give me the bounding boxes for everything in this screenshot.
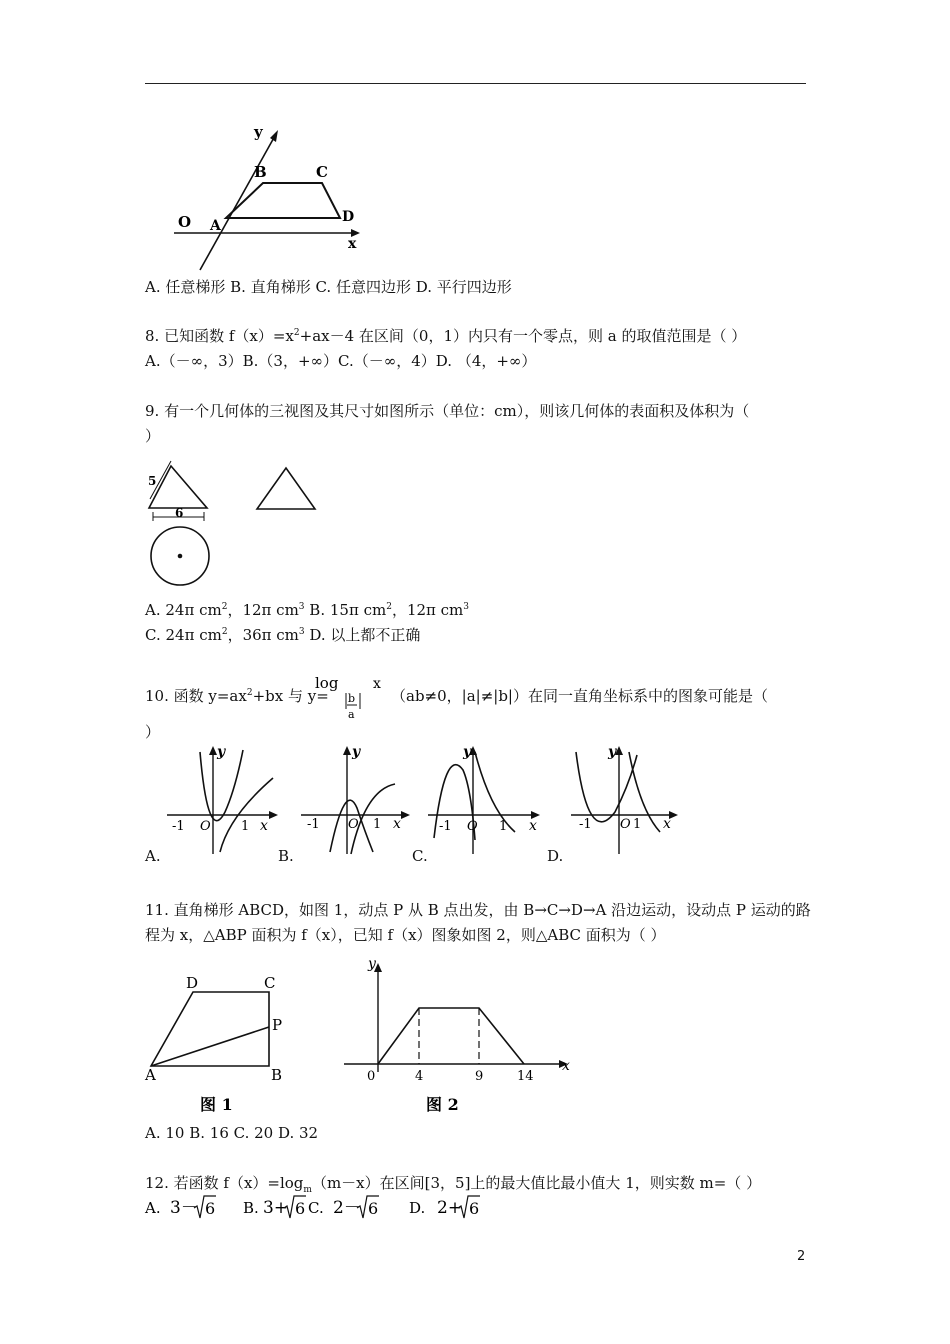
svg-text:4: 4 [415,1069,424,1084]
q12-option-b [243,1196,306,1218]
svg-text:D: D [186,974,199,992]
dim-side: 5 [148,474,157,488]
svg-text:-1: -1 [439,819,452,834]
dim-base: 6 [175,506,184,520]
header-rule [145,83,806,84]
svg-text:b: b [348,692,356,705]
q10-stem-line2: ） [145,723,161,741]
svg-text:log: log [315,674,339,692]
label-x: x [348,236,357,252]
q10-choice-c: C. [412,847,428,865]
q11-options: A. 10 B. 16 C. 20 D. 32 [145,1124,319,1142]
y-arrow [270,130,278,142]
q10-stem-c: （ab≠0，|a|≠|b|）在同一直角坐标系中的图象可能是（ [391,687,768,705]
svg-text:O: O [467,819,478,834]
q10-graph-b [301,744,410,854]
q12-option-d [409,1196,480,1218]
svg-text:x: x [562,1058,570,1074]
svg-text:6: 6 [295,1199,306,1218]
svg-text:B.: B. [243,1199,259,1217]
svg-text:6: 6 [205,1199,216,1218]
svg-text:B: B [271,1066,283,1084]
q10-choice-d: D. [547,847,564,865]
svg-text:C: C [264,974,276,992]
top-view-center-dot [178,554,183,559]
svg-text:9: 9 [475,1069,484,1084]
q9-stem-line1: 9. 有一个几何体的三视图及其尺寸如图所示（单位：cm），则该几何体的表面积及体积为（ [145,402,750,420]
svg-text:6: 6 [469,1199,480,1218]
svg-text:O: O [200,819,211,834]
q7-options: A. 任意梯形 B. 直角梯形 C. 任意四边形 D. 平行四边形 [145,278,512,296]
svg-text:P: P [272,1016,283,1034]
svg-text:1: 1 [373,817,382,832]
label-o: O [178,213,192,231]
svg-text:-1: -1 [307,817,320,832]
q11-figure-1 [140,970,300,1120]
q11-figure-2 [340,952,580,1122]
q10-graph-a [167,744,278,854]
q12-option-a [144,1196,216,1218]
label-b: B [254,163,267,181]
side-view-triangle [257,468,315,509]
svg-text:A.: A. [145,1199,161,1217]
svg-text:y: y [217,744,226,760]
q11-stem-line2: 程为 x，△ABP 面积为 f（x），已知 f（x）图象如图 2，则△ABC 面积为（ ） [145,926,666,944]
svg-text:x: x [393,816,401,832]
svg-text:a: a [348,708,355,721]
svg-text:y: y [352,744,361,760]
fig1-caption: 图 1 [200,1095,233,1114]
trapezoid-abcd [226,183,340,218]
svg-text:6: 6 [368,1199,379,1218]
svg-text:y: y [368,956,376,972]
svg-text:1: 1 [499,819,508,834]
svg-text:O: O [620,817,631,832]
q9-three-views-figure [140,455,325,590]
svg-text:1: 1 [241,819,250,834]
q8-options: A.（－∞，3）B.（3，+∞）C.（－∞，4）D. （4，+∞） [145,352,537,370]
q9-stem-line2: ） [145,427,161,445]
svg-text:3+: 3+ [263,1198,289,1218]
label-a: A [210,218,221,234]
svg-text:x: x [373,676,381,692]
front-view-triangle [149,466,207,508]
svg-text:O: O [348,817,359,832]
q9-options-line2: C. 24π $cm^2$，36π $cm^3$ D. 以上都不正确 [145,626,421,644]
label-c: C [316,163,328,181]
q12-stem: 12. 若函数 $f(x)=\log_m(m-x)$在区间[3，5]上的最大值比最小值大 1，则实数 m=（ ） [145,1174,762,1195]
label-d: D [342,209,355,225]
q10-graph-d [571,744,678,854]
q10-choice-b: B. [278,847,294,865]
page-number: 2 [797,1249,806,1264]
fig2-caption: 图 2 [426,1095,459,1114]
q10-stem-a: 10. 函数 $y=ax^2+bx$ 与 y= [145,687,329,705]
svg-text:A: A [145,1066,156,1084]
svg-text:-1: -1 [172,819,185,834]
q11-stem-line1: 11. 直角梯形 ABCD，如图 1，动点 P 从 B 点出发，由 B→C→D→A 沿边运动，设动点 P 运动的路 [145,901,811,919]
svg-text:y: y [608,744,617,760]
svg-text:y: y [463,744,472,760]
q9-options-line1: A. 24π $cm^2$，12π $cm^3$ B. 15π $cm^2$，12π $cm^3$ [145,601,470,619]
q12-option-c [308,1196,379,1218]
svg-text:-1: -1 [579,817,592,832]
svg-text:x: x [663,816,671,832]
q10-log-expression [310,672,390,724]
svg-text:0: 0 [367,1069,376,1084]
svg-text:C.: C. [308,1199,324,1217]
q10-choice-a: A. [145,847,161,865]
q8-stem: 8. 已知函数 $f(x)=x^2+ax-4$ 在区间（0，1）内只有一个零点，则 a 的取值范围是（ ） [145,327,747,345]
svg-text:x: x [260,818,268,834]
oblique-y-axis [200,134,276,270]
svg-text:2－: 2－ [333,1198,361,1218]
svg-text:2+: 2+ [437,1198,463,1218]
q10-graph-c [428,744,540,854]
q12-options [140,1192,540,1226]
label-y: y [254,123,263,141]
svg-text:1: 1 [633,817,642,832]
svg-text:3－: 3－ [170,1198,198,1218]
svg-text:14: 14 [517,1069,534,1084]
svg-text:x: x [529,818,537,834]
svg-text:D.: D. [409,1199,426,1217]
q7-trapezoid-figure [170,120,370,275]
